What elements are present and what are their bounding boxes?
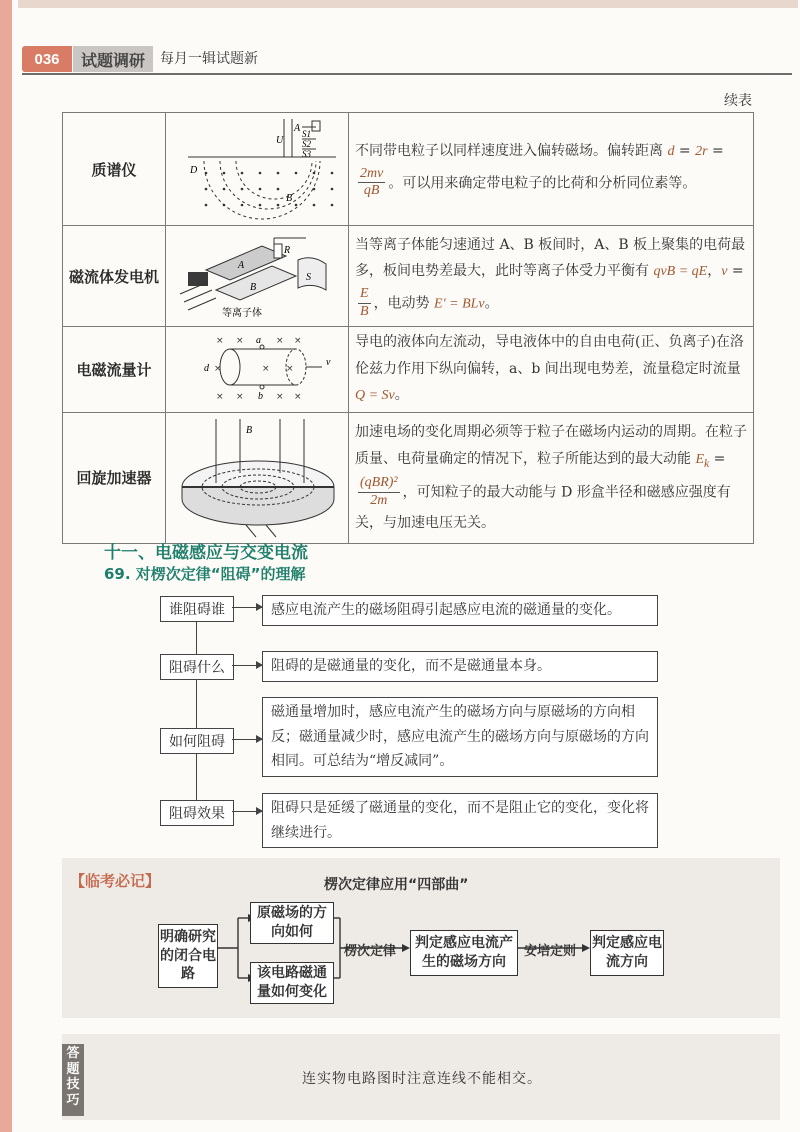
- flow-end-box: 判定感应电流方向: [590, 930, 664, 976]
- cyclotron-figure: [166, 412, 349, 543]
- fig-label: D: [190, 165, 198, 176]
- svg-text:×: ×: [294, 392, 302, 403]
- flow-text: 磁通量增加时，感应电流产生的磁场方向与原磁场的方向相反；磁通量减少时，感应电流产生的磁场方向与原磁场的方向相同。可总结为“增反减同”。: [262, 697, 658, 777]
- flow-box-induced-field: 判定感应电流产生的磁场方向: [410, 930, 518, 976]
- svg-text:×: ×: [294, 336, 302, 347]
- fig-label: v: [326, 357, 331, 369]
- flow-label: 阻碍什么: [160, 654, 234, 680]
- svg-text:×: ×: [276, 336, 284, 347]
- fig-label: d: [204, 363, 209, 375]
- fig-label: B: [286, 193, 293, 204]
- svg-text:×: ×: [216, 336, 224, 347]
- fig-label: S1: [302, 129, 311, 139]
- fig-label: S2: [302, 139, 311, 149]
- svg-text:×: ×: [214, 364, 222, 375]
- page-top-band: [18, 0, 798, 8]
- flow-label: 谁阻碍谁: [160, 596, 234, 622]
- arrow-label-lenz: 楞次定律: [344, 944, 397, 959]
- fig-label: a: [256, 335, 261, 347]
- device-table: [62, 112, 754, 544]
- arrow-label-ampere: 安培定则: [524, 944, 577, 959]
- svg-text:×: ×: [236, 392, 244, 403]
- column-tag: 试题调研: [73, 46, 153, 72]
- flowmeter-figure: [166, 327, 349, 413]
- device-name: 磁流体发电机: [63, 226, 166, 327]
- page-number: 036: [22, 46, 72, 72]
- page-edge-strip: [0, 0, 12, 1132]
- header-subtitle: 每月一辑试题新: [160, 51, 258, 67]
- panel-heading: 【临考必记】: [70, 872, 161, 890]
- device-description: 不同带电粒子以同样速度进入偏转磁场。偏转距离 d = 2r = $\frac{2mv}{qB}$ 。可以用来确定带电粒子的比荷和分析同位素等。: [349, 113, 754, 226]
- flow-label: 阻碍效果: [160, 800, 234, 826]
- svg-text:×: ×: [262, 364, 270, 375]
- device-description: 导电的液体向左流动，导电液体中的自由电荷(正、负离子)在洛伦兹力作用下纵向偏转，a、b 间出现电势差，流量稳定时流量 Q = Sv。: [349, 327, 754, 413]
- header-rule: [22, 73, 792, 75]
- fig-label: U: [276, 135, 284, 146]
- fig-label: R: [284, 245, 291, 256]
- section-title: 十一、电磁感应与交变电流: [104, 543, 308, 563]
- flow-arrow: [232, 811, 262, 812]
- device-name: 回旋加速器: [63, 412, 166, 543]
- flow-text: 阻碍的是磁通量的变化，而不是磁通量本身。: [262, 651, 658, 682]
- fig-label: B: [246, 424, 253, 436]
- flow-text: 阻碍只是延缓了磁通量的变化，而不是阻止它的变化，变化将继续进行。: [262, 793, 658, 848]
- device-name: 质谱仪: [63, 113, 166, 226]
- table-row: [63, 327, 754, 413]
- fraction: $\frac{2mv}{qB}$: [360, 165, 384, 199]
- tip-label: 答题技巧: [62, 1044, 84, 1116]
- flow-arrow: [232, 739, 262, 740]
- svg-text:×: ×: [276, 392, 284, 403]
- flow-arrow: [232, 607, 262, 608]
- fig-label: A: [238, 260, 245, 271]
- flow-box-original-field: 原磁场的方向如何: [250, 902, 334, 944]
- svg-text:×: ×: [216, 392, 224, 403]
- section-subtitle: 69. 对楞次定律“阻碍”的理解: [104, 565, 306, 583]
- flow-connector: [196, 617, 197, 807]
- fig-caption: 等离子体: [222, 308, 262, 319]
- table-row: [63, 226, 754, 327]
- continued-label: 续表: [724, 93, 752, 109]
- fig-label: b: [258, 391, 263, 403]
- flow-label: 如何阻碍: [160, 728, 234, 754]
- flow-start-box: 明确研究的闭合电路: [158, 924, 218, 988]
- svg-text:×: ×: [236, 336, 244, 347]
- flow-arrow: [232, 665, 262, 666]
- device-description: 当等离子体能匀速通过 A、B 板间时，A、B 板上聚集的电荷最多，板间电势差最大，此时等离子体受力平衡有 qvB = qE，v = $\frac{E}{B}$ ，电动势 E′ = BLv。: [349, 226, 754, 327]
- fig-label: S: [306, 272, 311, 283]
- table-row: [63, 113, 754, 226]
- mhd-generator-figure: [166, 226, 349, 327]
- fig-label: S3: [302, 149, 311, 159]
- fraction: $\frac{E}{B}$: [360, 285, 369, 319]
- device-description: 加速电场的变化周期必须等于粒子在磁场内运动的周期。在粒子质量、电荷量确定的情况下，粒子所能达到的最大动能 $E_k$ = $\frac{\text{(qBR)²}}{2m}$ ，可知粒子的最大动能与 D 形盒半径和磁感应强度有关，与加速电压无关。: [349, 412, 754, 543]
- svg-text:×: ×: [286, 364, 294, 375]
- flow-box-flux-change: 该电路磁通量如何变化: [250, 962, 334, 1004]
- panel-title: 楞次定律应用“四部曲”: [324, 877, 469, 893]
- fraction: $\frac{\text{(qBR)²}}{2m}$: [360, 474, 398, 508]
- fig-label: A: [294, 123, 301, 134]
- flow-text: 感应电流产生的磁场阻碍引起感应电流的磁通量的变化。: [262, 595, 658, 626]
- fig-label: B: [250, 282, 257, 293]
- device-name: 电磁流量计: [63, 327, 166, 413]
- mass-spectrometer-figure: [166, 113, 349, 226]
- tip-text: 连实物电路图时注意连线不能相交。: [302, 1071, 542, 1087]
- table-row: [63, 412, 754, 543]
